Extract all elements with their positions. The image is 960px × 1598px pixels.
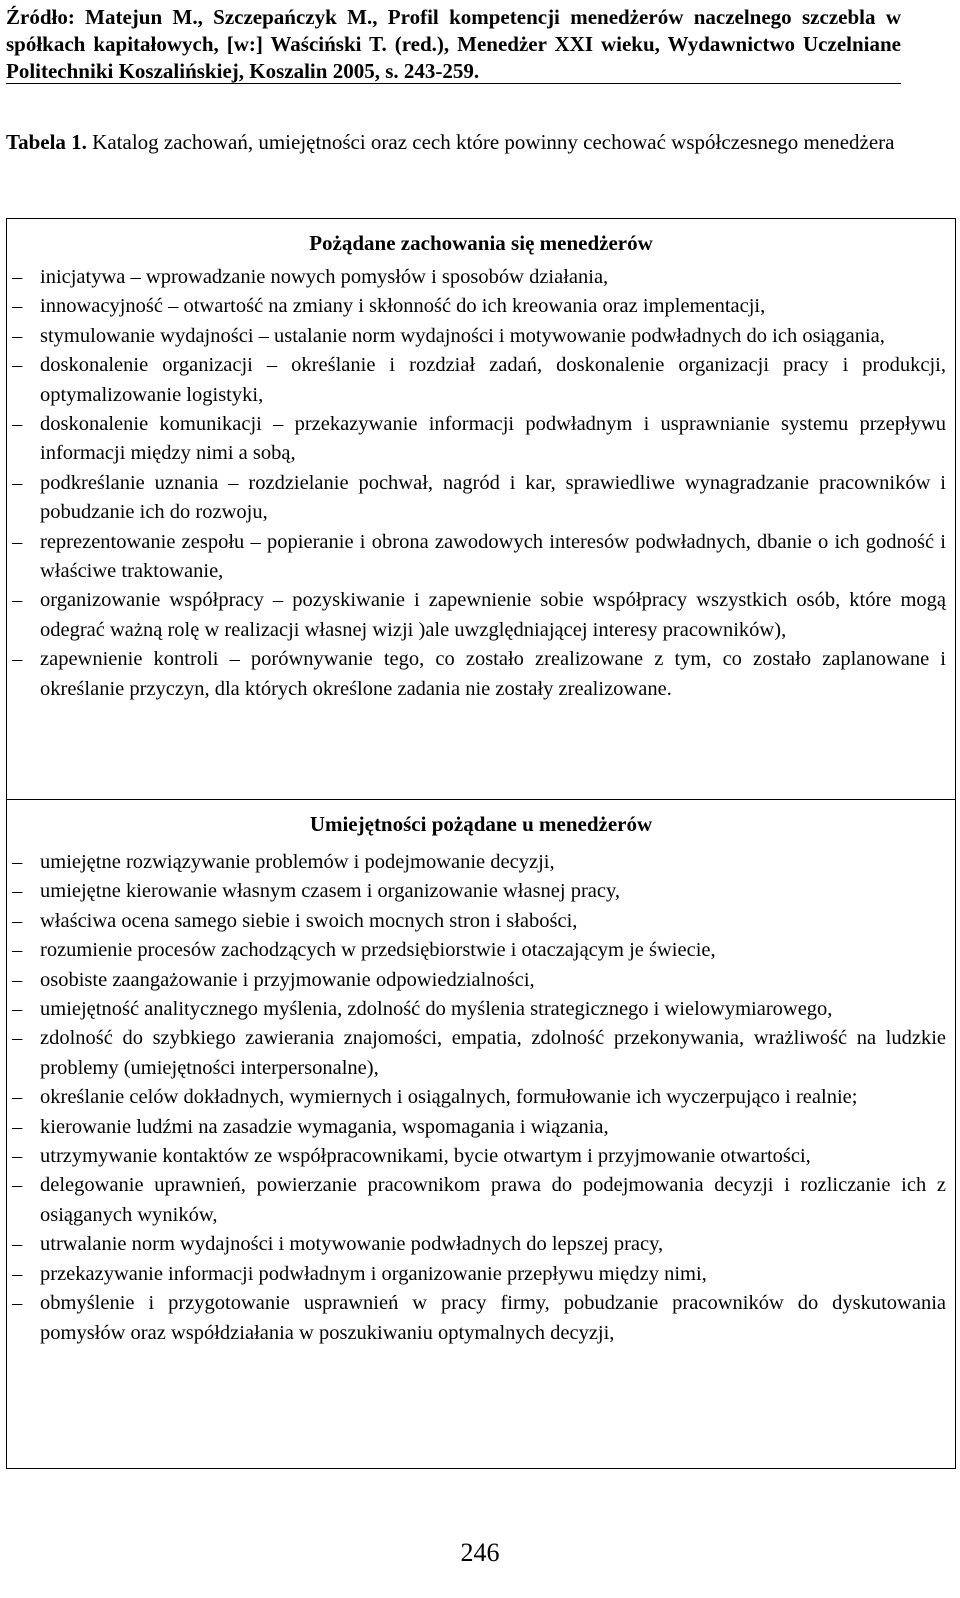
list-item-text: umiejętne rozwiązywanie problemów i podejmowanie decyzji, (40, 851, 555, 873)
list-item-text: osobiste zaangażowanie i przyjmowanie odpowiedzialności, (40, 968, 535, 991)
dash-bullet: – (12, 354, 23, 377)
dash-bullet: – (12, 471, 23, 494)
dash-bullet: – (12, 909, 23, 932)
list-item (6, 1113, 946, 1142)
dash-bullet: – (12, 1262, 23, 1285)
list-item-text: organizowanie współpracy – pozyskiwanie i zapewnienie sobie współpracy wszystkich osób, które mogą odegrać ważną rolę w realizacji własnej wizji )ale uwzględniającej interesy pracowników), (40, 589, 946, 641)
list-item (6, 263, 946, 292)
list-item (6, 877, 946, 906)
list-item (6, 1230, 946, 1259)
list-item (6, 469, 946, 528)
list-item-text: umiejętność analitycznego myślenia, zdolność do myślenia strategicznego i wielowymiarowego, (40, 998, 833, 1021)
list-item (6, 936, 946, 965)
skills-list (6, 848, 946, 1348)
list-item-text: innowacyjność – otwartość na zmiany i skłonność do ich kreowania oraz implementacji, (40, 295, 766, 318)
dash-bullet: – (12, 939, 23, 962)
dash-bullet: – (12, 1174, 23, 1197)
list-item-text: umiejętne kierowanie własnym czasem i organizowanie własnej pracy, (40, 880, 621, 903)
list-item-text: właściwa ocena samego siebie i swoich mocnych stron i słabości, (40, 909, 578, 932)
list-item-text: kierowanie ludźmi na zasadzie wymagania, wspomagania i wiązania, (40, 1115, 609, 1138)
dash-bullet: – (12, 413, 23, 436)
list-item-text: stymulowanie wydajności – ustalanie norm wydajności i motywowanie podwładnych do ich osiągania, (40, 324, 885, 347)
list-item-text: zapewnienie kontroli – porównywanie tego, co zostało zrealizowane z tym, co zostało zaplanowane i określanie przyczyn, dla których określone zadania nie zostały zrealizowane. (40, 648, 946, 700)
list-item-text: doskonalenie organizacji – określanie i rozdział zadań, doskonalenie organizacji pracy i produkcji, optymalizowanie logistyki, (40, 354, 946, 406)
dash-bullet: – (12, 530, 23, 553)
list-item (6, 907, 946, 936)
dash-bullet: – (12, 1292, 23, 1315)
section-heading-behaviours: Pożądane zachowania się menedżerów (309, 231, 653, 255)
table-caption-label: Tabela 1. (6, 130, 87, 154)
table-section-divider (6, 799, 956, 800)
list-item (6, 322, 946, 351)
list-item (6, 351, 946, 410)
list-item (6, 1024, 946, 1083)
list-item (6, 410, 946, 469)
list-item-text: delegowanie uprawnień, powierzanie pracownikom prawa do podejmowania decyzji i rozliczanie ich z osiąganych wyników, (40, 1174, 946, 1226)
source-citation: Źródło: Matejun M., Szczepańczyk M., Profil kompetencji menedżerów naczelnego szczebla w spółkach kapitałowych, [w:] Waściński T. (red.), Menedżer XXI wieku, Wydawnictwo Uczelniane Politechniki Koszalińskiej, Koszalin 2005, s. 243-259. (6, 5, 901, 83)
dash-bullet: – (12, 1145, 23, 1168)
list-item (6, 1083, 946, 1112)
table-caption (6, 128, 936, 157)
list-item (6, 528, 946, 587)
page-number: 246 (460, 1538, 500, 1567)
dash-bullet: – (12, 589, 23, 612)
dash-bullet: – (12, 648, 23, 671)
list-item-text: rozumienie procesów zachodzących w przedsiębiorstwie i otaczającym je świecie, (40, 939, 716, 962)
dash-bullet: – (12, 1086, 23, 1109)
list-item-text: obmyślenie i przygotowanie usprawnień w pracy firmy, pobudzanie pracowników do dyskutowania pomysłów oraz współdziałania w poszukiwaniu optymalnych decyzji, (40, 1292, 946, 1344)
list-item-text: zdolność do szybkiego zawierania znajomości, empatia, zdolność przekonywania, wrażliwość na ludzkie problemy (umiejętności interpersonalne), (40, 1027, 946, 1079)
dash-bullet: – (12, 1027, 23, 1050)
list-item (6, 1171, 946, 1230)
behaviours-list (6, 263, 946, 704)
dash-bullet: – (12, 1233, 23, 1256)
dash-bullet: – (12, 880, 23, 903)
list-item (6, 586, 946, 645)
list-item (6, 1260, 946, 1289)
list-item (6, 1142, 946, 1171)
dash-bullet: – (12, 295, 23, 318)
list-item-text: podkreślanie uznania – rozdzielanie pochwał, nagród i kar, sprawiedliwe wynagradzanie pracowników i pobudzanie ich do rozwoju, (40, 471, 946, 524)
list-item-text: przekazywanie informacji podwładnym i organizowanie przepływu między nimi, (40, 1262, 707, 1285)
table-caption-text: Katalog zachowań, umiejętności oraz cech które powinny cechować współczesnego menedżera (86, 130, 895, 154)
dash-bullet: – (12, 998, 23, 1021)
dash-bullet: – (12, 1115, 23, 1138)
list-item (6, 1289, 946, 1348)
dash-bullet: – (12, 266, 23, 288)
list-item (6, 645, 946, 704)
section-heading-skills: Umiejętności pożądane u menedżerów (309, 812, 653, 836)
list-item (6, 995, 946, 1024)
list-item (6, 848, 946, 877)
list-item (6, 292, 946, 321)
list-item-text: określanie celów dokładnych, wymiernych i osiągalnych, formułowanie ich wyczerpująco i realnie; (40, 1086, 858, 1109)
list-item-text: reprezentowanie zespołu – popieranie i obrona zawodowych interesów podwładnych, dbanie o ich godność i właściwe traktowanie, (40, 530, 946, 583)
list-item-text: inicjatywa – wprowadzanie nowych pomysłów i sposobów działania, (40, 266, 609, 288)
list-item-text: doskonalenie komunikacji – przekazywanie informacji podwładnym i usprawnianie systemu przepływu informacji między nimi a sobą, (40, 413, 946, 465)
dash-bullet: – (12, 851, 23, 873)
dash-bullet: – (12, 324, 23, 347)
source-divider (6, 83, 901, 84)
list-item-text: utrwalanie norm wydajności i motywowanie podwładnych do lepszej pracy, (40, 1233, 664, 1256)
list-item (6, 966, 946, 995)
dash-bullet: – (12, 968, 23, 991)
list-item-text: utrzymywanie kontaktów ze współpracownikami, bycie otwartym i przyjmowanie otwartości, (40, 1145, 811, 1168)
